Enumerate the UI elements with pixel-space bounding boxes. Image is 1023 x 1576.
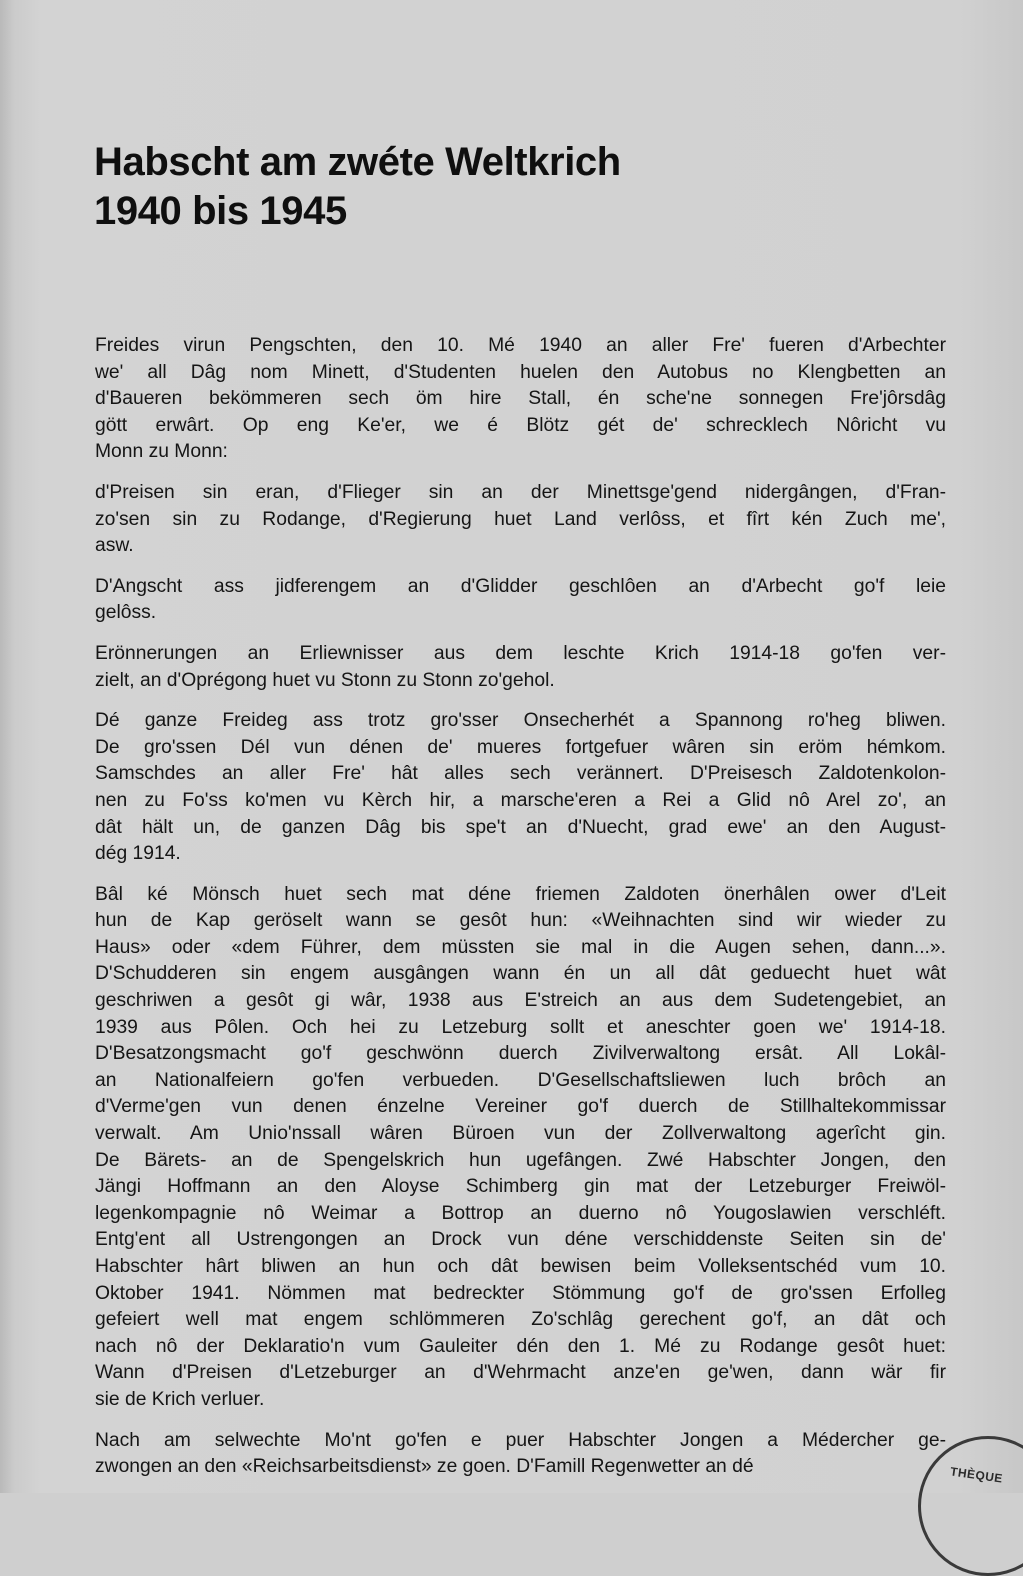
text-line: hun de Kap geröselt wann se gesôt hun: «Weihnachten sind wir wieder zu — [95, 910, 946, 932]
paragraph — [95, 708, 946, 868]
text-line: Freides virun Pengschten, den 10. Mé 1940 an aller Fre' fueren d'Arbechter — [95, 335, 946, 356]
text-line: Samschdes an aller Fre' hât alles sech verännert. D'Preisesch Zaldotenkolon- — [95, 763, 946, 785]
text-line: d'Preisen sin eran, d'Flieger sin an der Minettsge'gend nidergângen, d'Fran- — [95, 481, 946, 503]
paragraph — [95, 480, 946, 560]
text-line: d'Verme'gen vun denen énzelne Vereiner go'f duerch de Stillhaltekommissar — [95, 1096, 946, 1118]
text-line: d'Baueren bekömmeren sech öm hire Stall, én sche'ne sonnegen Fre'jôrsdâg — [95, 388, 946, 410]
text-line: Dé ganze Freideg ass trotz gro'sser Onsecherhét a Spannong ro'heg bliwen. — [95, 710, 946, 732]
text-line: Wann d'Preisen d'Letzeburger an d'Wehrmacht anze'en ge'wen, dann wär fir — [95, 1362, 946, 1384]
text-line: legenkompagnie nô Weimar a Bottrop an duerno nô Yougoslawien verschléft. — [95, 1202, 946, 1224]
title-line-2: 1940 bis 1945 — [94, 189, 347, 233]
text-line: D'Schudderen sin engem ausgângen wann én un all dât geduecht huet wât — [95, 963, 946, 985]
text-line: asw. — [95, 535, 134, 557]
text-line: Monn zu Monn: — [95, 441, 228, 463]
stamp-text: THÈQUE — [949, 1464, 1004, 1486]
text-line: nen zu Fo'ss ko'men vu Kèrch hir, a marsche'eren a Rei a Glid nô Arel zo', an — [95, 789, 946, 811]
page-title — [94, 138, 914, 236]
paragraph — [95, 333, 946, 466]
text-line: an Nationalfeiern go'fen verbueden. D'Gesellschaftsliewen luch brôch an — [95, 1069, 946, 1091]
text-line: Entg'ent all Ustrengongen an Drock vun déne verschiddenste Seiten sin de' — [95, 1229, 946, 1251]
text-line: 1939 aus Pôlen. Och hei zu Letzeburg sollt et aneschter goen we' 1914-18. — [95, 1016, 946, 1038]
text-line: nach nô der Deklaratio'n vum Gauleiter dén den 1. Mé zu Rodange gesôt huet: — [95, 1335, 946, 1357]
text-line: Jängi Hoffmann an den Aloyse Schimberg gin mat der Letzeburger Freiwöl- — [95, 1176, 946, 1198]
text-line: geschriwen a gesôt gi wâr, 1938 aus E'streich an aus dem Sudetengebiet, an — [95, 990, 946, 1012]
text-line: Haus» oder «dem Führer, dem müssten sie mal in die Augen sehen, dann...». — [95, 936, 946, 958]
paragraph — [95, 641, 946, 694]
text-line: zwongen an den «Reichsarbeitsdienst» ze goen. D'Famill Regenwetter an dé — [95, 1456, 754, 1478]
text-line: D'Angscht ass jidferengem an d'Glidder geschlôen an d'Arbecht go'f leie — [95, 575, 946, 597]
body-text — [95, 333, 946, 1495]
paragraph — [95, 882, 946, 1414]
text-line: Erönnerungen an Erliewnisser aus dem leschte Krich 1914-18 go'fen ver- — [95, 642, 946, 664]
text-line: gött erwârt. Op eng Ke'er, we é Blötz gét de' schrecklech Nôricht vu — [95, 414, 946, 436]
paragraph — [95, 1428, 946, 1481]
text-line: Bâl ké Mönsch huet sech mat déne friemen Zaldoten önerhâlen ower d'Leit — [95, 883, 946, 905]
text-line: zielt, an d'Oprégong huet vu Stonn zu Stonn zo'gehol. — [95, 669, 555, 691]
title-line-1: Habscht am zwéte Weltkrich — [94, 140, 621, 184]
text-line: verwalt. Am Unio'nssall wâren Büroen vun der Zollverwaltong agerîcht gin. — [95, 1123, 946, 1145]
text-line: dât hält un, de ganzen Dâg bis spe't an d'Nuecht, grad ewe' an den August- — [95, 816, 946, 838]
text-line: we' all Dâg nom Minett, d'Studenten huelen den Autobus no Klengbetten an — [95, 361, 946, 383]
text-line: zo'sen sin zu Rodange, d'Regierung huet Land verlôss, et fîrt kén Zuch me', — [95, 508, 946, 530]
text-line: D'Besatzongsmacht go'f geschwönn duerch Zivilverwaltong ersât. All Lokâl- — [95, 1043, 946, 1065]
text-line: Nach am selwechte Mo'nt go'fen e puer Habschter Jongen a Médercher ge- — [95, 1429, 946, 1451]
paragraph — [95, 574, 946, 627]
text-line: sie de Krich verluer. — [95, 1388, 265, 1410]
text-line: Habschter hârt bliwen an hun och dât bewisen beim Volleksentschéd vum 10. — [95, 1256, 946, 1277]
text-line: De Bärets- an de Spengelskrich hun ugefângen. Zwé Habschter Jongen, den — [95, 1149, 946, 1171]
text-line: gelôss. — [95, 602, 157, 624]
text-line: De gro'ssen Dél vun dénen de' mueres fortgefuer wâren sin eröm hémkom. — [95, 736, 946, 758]
text-line: dég 1914. — [95, 843, 181, 865]
text-line: gefeiert well mat engem schlömmeren Zo'schlâg gerechent go'f, an dât och — [95, 1309, 946, 1331]
text-line: Oktober 1941. Nömmen mat bedreckter Stömmung go'f de gro'ssen Erfolleg — [95, 1282, 946, 1304]
